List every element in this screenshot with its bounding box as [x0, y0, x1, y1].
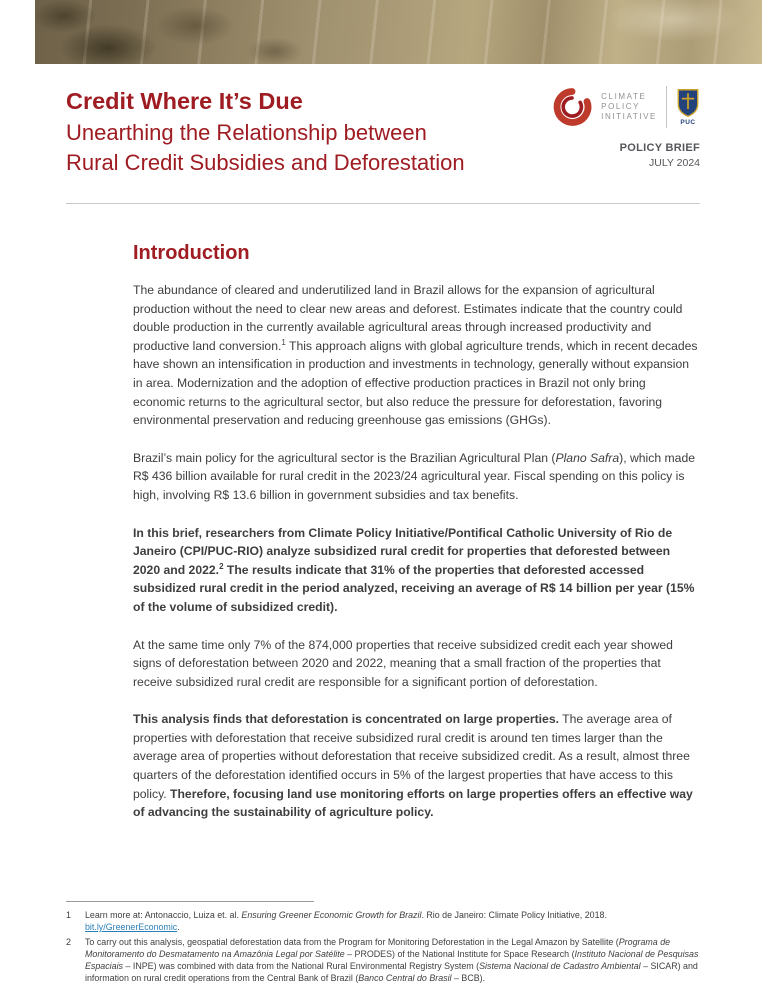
brand-area	[490, 86, 700, 169]
cpi-wordmark	[601, 92, 657, 122]
publication-date: JULY 2024	[649, 157, 700, 169]
document-subtitle-line1: Unearthing the Relationship between	[66, 120, 427, 145]
cpi-wordmark-line1: CLIMATE	[601, 92, 647, 101]
paragraph-intro-2: Brazil’s main policy for the agricultural sector is the Brazilian Agricultural Plan (Plano Safra), which made R$ 436 billion available for rural credit in the 2023/24 agricultural year. Fiscal spending on this policy is high, involving R$ 13.6 billion in government subsidies and tax benefits.	[133, 450, 696, 502]
footnote-1	[66, 909, 706, 933]
footnote-number: 2	[66, 937, 71, 948]
header-divider	[66, 203, 700, 204]
footnote-divider	[66, 901, 314, 902]
document-title: Credit Where It’s Due	[66, 88, 303, 114]
paragraph-intro-4: At the same time only 7% of the 874,000 properties that receive subsidized credit each year showed signs of deforestation between 2020 and 2022, meaning that a small fraction of the properties that receive subsidized rural credit are responsible for a significant portion of deforestation.	[133, 637, 673, 689]
footnote-text: Learn more at: Antonaccio, Luiza et. al. Ensuring Greener Economic Growth for Brazil. Rio de Janeiro: Climate Policy Initiative, 2018. bit.ly/GreenerEconomic.	[85, 910, 607, 933]
logo-divider	[666, 86, 667, 128]
paragraph-intro-3: In this brief, researchers from Climate Policy Initiative/Pontifical Catholic University of Rio de Janeiro (CPI/PUC-RIO) analyze subsidized rural credit for properties that deforested between 2020 and 2022.$^2$ The results indicate that 31% of the properties that deforested accessed subsidized rural credit in the period analyzed, receiving an average of R$ 14 billion per year (15% of the volume of subsidized credit).	[133, 525, 695, 614]
footnote-link[interactable]: bit.ly/GreenerEconomic	[85, 922, 178, 933]
paragraph-intro-1: The abundance of cleared and underutilized land in Brazil allows for the expansion of agricultural production without the need to clear new areas and deforest. Estimates indicate that the country could double production in the currently available agricultural areas through increased productivity and productive land conversion.$^1$ This approach aligns with global agriculture trends, which in recent decades have shown an intensification in production and investments in technology, generally without expansion in area. Modernization and the adoption of effective production practices in Brazil not only bring economic returns to the agricultural sector, but also reduce the pressure for deforestation, favoring environmental preservation and reducing greenhouse gas emissions (GHGs).	[133, 283, 698, 428]
footnotes-section	[66, 901, 706, 1000]
cpi-logo-icon	[552, 87, 592, 127]
cpi-wordmark-line3: INITIATIVE	[601, 112, 657, 121]
puc-logo-icon	[676, 88, 700, 126]
paragraph-intro-5: This analysis finds that deforestation is concentrated on large properties. The average area of properties with deforestation that receive subsidized rural credit is around ten times larger than the average area of properties without deforestation that receive subsidized credit. As a result, almost three quarters of the deforestation identified occurs in 5% of the largest properties that have access to this policy. Therefore, focusing land use monitoring efforts on large properties offers an effective way of advancing the sustainability of agriculture policy.	[133, 712, 693, 820]
document-subtitle-line2: Rural Credit Subsidies and Deforestation	[66, 150, 465, 175]
doc-type-label: POLICY BRIEF	[619, 142, 700, 154]
puc-wordmark: PUC	[680, 119, 696, 126]
aerial-banner-image	[35, 0, 762, 64]
footnote-number: 1	[66, 910, 71, 920]
document-header	[66, 86, 526, 178]
footnote-text: To carry out this analysis, geospatial deforestation data from the Program for Monitoring Deforestation in the Legal Amazon by Satellite (Programa de Monitoramento do Desmatamento na Amazônia Legal por Satélite – PRODES) of the National Institute for Space Research (Instituto Nacional de Pesquisas Espaciais – INPE) was combined with data from the National Rural Environmental Registry System (Sistema Nacional de Cadastro Ambiental – SICAR) and information on rural credit operations from the Central Bank of Brazil (Banco Central do Brasil – BCB).	[85, 937, 699, 984]
cpi-wordmark-line2: POLICY	[601, 102, 641, 111]
section-title-introduction: Introduction	[133, 242, 250, 264]
logo-row	[552, 86, 700, 128]
footnote-2	[66, 936, 706, 984]
main-content	[133, 242, 699, 841]
